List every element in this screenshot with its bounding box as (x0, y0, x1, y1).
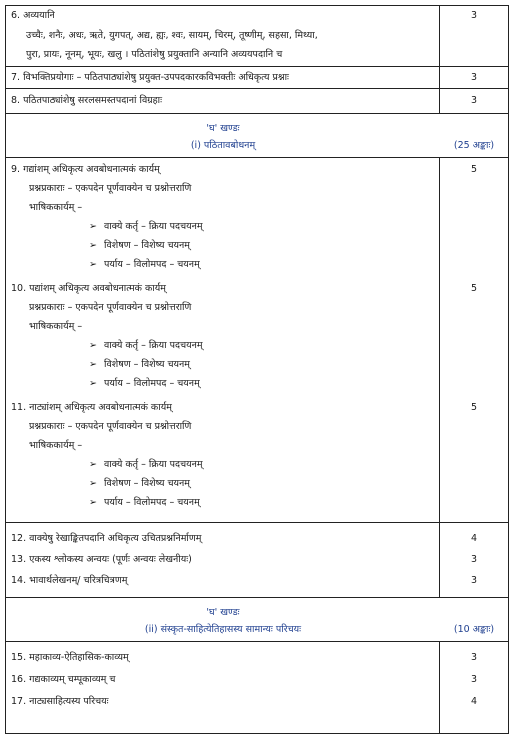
arrow-icon: ➢ (89, 259, 97, 270)
item-9-bullet: ➢ वाक्ये कर्तृ – क्रिया पदचयनम् (89, 221, 203, 232)
item-11-bullet: ➢ वाक्ये कर्तृ – क्रिया पदचयनम् (89, 459, 203, 470)
table-row (6, 89, 508, 114)
section-header-gha (6, 114, 508, 158)
row-14-text: 14. भावार्थलेखनम्/ चरित्रचित्रणम् (11, 575, 128, 586)
row-8-text: 8. पठितपाठ्यांशेषु सरलसमस्तपदानां विग्रहाः (11, 95, 163, 106)
item-9-heading: 9. गद्यांशम् अधिकृत्य अवबोधनात्मकं कार्यम् (11, 164, 160, 175)
section-gha2-title: 'घ' खण्डः (206, 607, 240, 618)
item-10-bullet: ➢ विशेषण – विशेष्य चयनम् (89, 359, 190, 370)
item-10-marks: 5 (470, 283, 478, 294)
section-gha-subtitle: (i) पठितावबोधनम् (190, 140, 256, 151)
item-11-bullet: ➢ विशेषण – विशेष्य चयनम् (89, 478, 190, 489)
table-row-group (6, 523, 508, 598)
syllabus-table (5, 5, 509, 734)
section-gha-marks: (25 अङ्काः) (453, 140, 495, 151)
item-9-bhashika: भाषिककार्यम् – (29, 202, 83, 213)
item-9-prashna: प्रश्नप्रकाराः – एकपदेन पूर्णवाक्येन च प्रश्नोत्तराणि (29, 183, 192, 194)
row-6-title: 6. अव्ययानि (11, 10, 55, 21)
section-gha-title: 'घ' खण्डः (206, 123, 240, 134)
arrow-icon: ➢ (89, 378, 97, 389)
item-10-heading: 10. पद्यांशम् अधिकृत्य अवबोधनात्मकं कार्यम् (11, 283, 166, 294)
row-6-line-3: पुरा, प्रायः, नूनम्, भूयः, खलु । पठितांशेषु प्रयुक्तानि अन्यानि अव्ययपदानि च (26, 49, 283, 60)
row-6-marks: 3 (470, 10, 478, 21)
section-gha2-marks: (10 अङ्काः) (453, 624, 495, 635)
row-13-text: 13. एकस्य श्लोकस्य अन्वयः (पूर्णः अन्वयः लेखनीयः) (11, 554, 192, 565)
row-7-text: 7. विभक्तिप्रयोगाः – पठितपाठ्यांशेषु प्रयुक्त-उपपदकारकविभक्तीः अधिकृत्य प्रश्नाः (11, 72, 289, 83)
row-14-marks: 3 (470, 575, 478, 586)
row-7-marks: 3 (470, 72, 478, 83)
item-10-prashna: प्रश्नप्रकाराः – एकपदेन पूर्णवाक्येन च प्रश्नोत्तराणि (29, 302, 192, 313)
item-11-heading: 11. नाट्यांशम् अधिकृत्य अवबोधनात्मकं कार्यम् (11, 402, 172, 413)
arrow-icon: ➢ (89, 240, 97, 251)
table-row-group (6, 642, 508, 733)
arrow-icon: ➢ (89, 459, 97, 470)
section-gha2-subtitle: (ii) संस्कृत-साहित्येतिहासस्य सामान्यः परिचयः (144, 624, 302, 635)
item-11-bhashika: भाषिककार्यम् – (29, 440, 83, 451)
arrow-icon: ➢ (89, 340, 97, 351)
item-11-prashna: प्रश्नप्रकाराः – एकपदेन पूर्णवाक्येन च प्रश्नोत्तराणि (29, 421, 192, 432)
item-9-bullet: ➢ पर्याय – विलोमपद – चयनम् (89, 259, 200, 270)
arrow-icon: ➢ (89, 359, 97, 370)
item-10-bullet: ➢ वाक्ये कर्तृ – क्रिया पदचयनम् (89, 340, 203, 351)
item-9-marks: 5 (470, 164, 478, 175)
row-12-marks: 4 (470, 533, 478, 544)
section-header-gha-2 (6, 598, 508, 642)
table-row (6, 6, 508, 67)
row-15-marks: 3 (470, 652, 478, 663)
row-8-marks: 3 (470, 95, 478, 106)
row-17-marks: 4 (470, 696, 478, 707)
item-11-marks: 5 (470, 402, 478, 413)
item-11-bullet: ➢ पर्याय – विलोमपद – चयनम् (89, 497, 200, 508)
row-6-line-2: उच्चैः, शनैः, अधः, ऋते, युगपत्, अद्य, ह्यः, श्वः, सायम्, चिरम्, तूष्णीम्, सहसा, मिथ्या, (26, 30, 318, 41)
item-10-bhashika: भाषिककार्यम् – (29, 321, 83, 332)
item-9-bullet: ➢ विशेषण – विशेष्य चयनम् (89, 240, 190, 251)
table-row (6, 67, 508, 89)
row-15-text: 15. महाकाव्य-ऐतिहासिक-काव्यम् (11, 652, 129, 663)
arrow-icon: ➢ (89, 221, 97, 232)
table-row-group (6, 158, 508, 523)
row-16-text: 16. गद्यकाव्यम् चम्पूकाव्यम् च (11, 674, 116, 685)
arrow-icon: ➢ (89, 478, 97, 489)
row-13-marks: 3 (470, 554, 478, 565)
row-16-marks: 3 (470, 674, 478, 685)
item-10-bullet: ➢ पर्याय – विलोमपद – चयनम् (89, 378, 200, 389)
row-12-text: 12. वाक्येषु रेखाङ्कितपदानि अधिकृत्य उचितप्रश्ननिर्माणम् (11, 533, 202, 544)
row-17-text: 17. नाट्यसाहित्यस्य परिचयः (11, 696, 109, 707)
arrow-icon: ➢ (89, 497, 97, 508)
